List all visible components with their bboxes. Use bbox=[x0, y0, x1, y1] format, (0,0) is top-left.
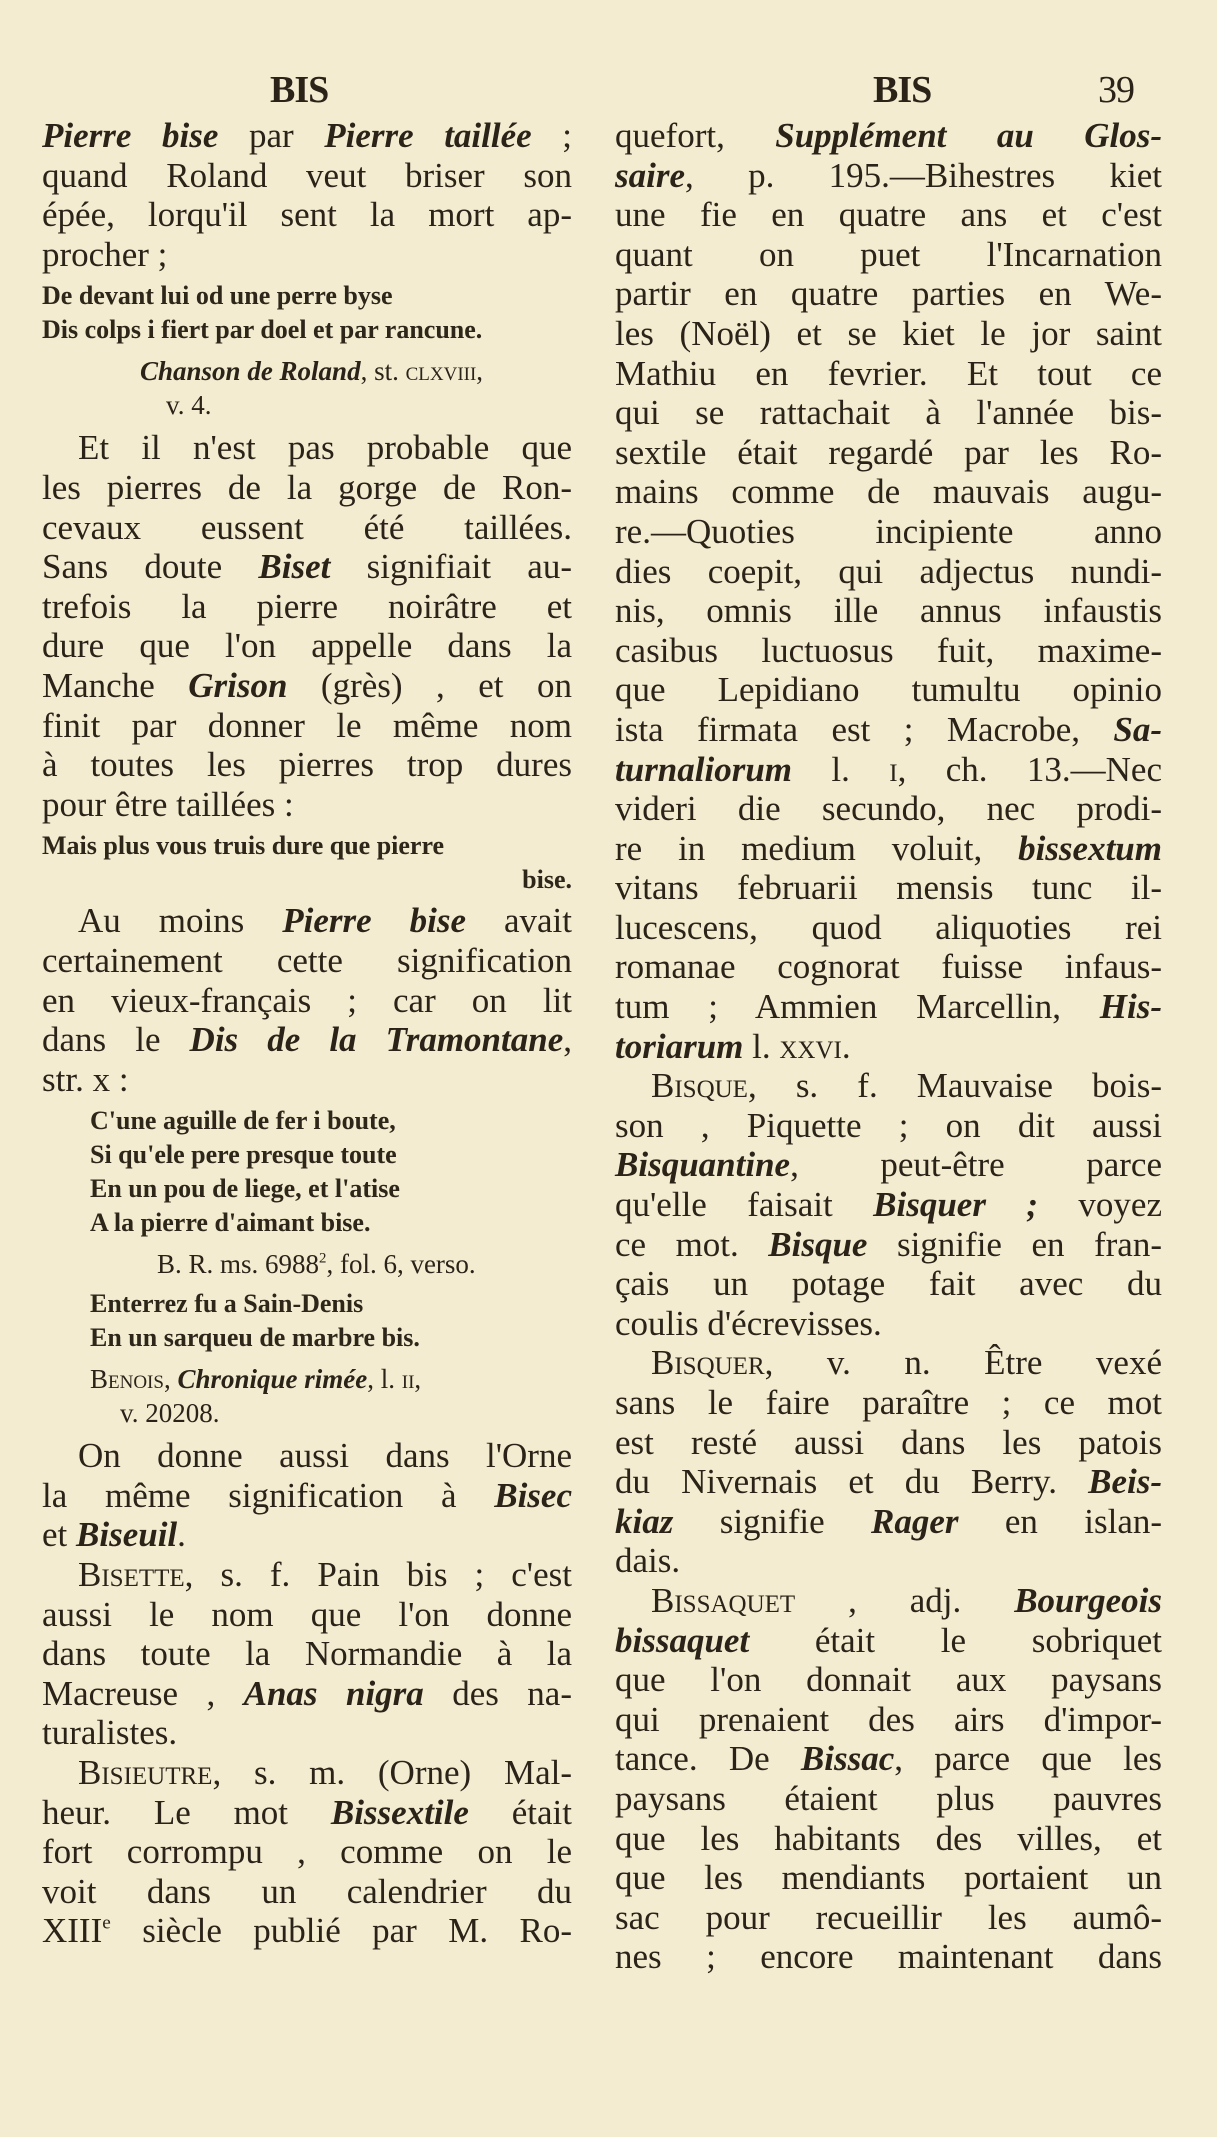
italic-term: kiaz bbox=[615, 1501, 674, 1541]
text-line bbox=[615, 1779, 1162, 1819]
superscript: e bbox=[102, 1912, 111, 1934]
text-run: Si qu'ele pere presque toute bbox=[90, 1140, 397, 1170]
text-run: son , Piquette ; on dit aussi bbox=[615, 1105, 1162, 1145]
text-run: dans toute la Normandie à la bbox=[42, 1634, 572, 1674]
text-line bbox=[42, 1832, 572, 1872]
text-line bbox=[42, 195, 572, 235]
text-line bbox=[615, 1185, 1162, 1225]
text-run: coulis d'écrevisses. bbox=[615, 1303, 882, 1343]
running-head-right: BIS bbox=[873, 69, 932, 111]
text-run: re in medium voluit, bbox=[615, 828, 1019, 868]
text-line bbox=[615, 472, 1162, 512]
text-line bbox=[42, 706, 572, 746]
text-run: En un sarqueu de marbre bis. bbox=[90, 1323, 420, 1353]
text-line bbox=[615, 314, 1162, 354]
text-run: Enterrez fu a Sain-Denis bbox=[90, 1289, 364, 1319]
small-caps-term: Bisette bbox=[78, 1555, 185, 1595]
small-caps-term: i bbox=[889, 749, 898, 789]
text-line bbox=[42, 1321, 572, 1355]
text-run: sextile était regardé par les Ro- bbox=[615, 432, 1162, 472]
verse-quotation bbox=[42, 1287, 572, 1355]
text-line bbox=[42, 1911, 572, 1951]
running-head-left: BIS bbox=[270, 69, 329, 111]
text-line bbox=[615, 116, 1162, 156]
text-line bbox=[615, 1343, 1162, 1383]
text-run: procher ; bbox=[42, 234, 168, 274]
text-run: quefort, bbox=[615, 116, 776, 155]
text-run: bise. bbox=[522, 865, 572, 895]
italic-term: toriarum bbox=[615, 1026, 744, 1066]
text-line bbox=[615, 591, 1162, 631]
text-run: lucescens, quod aliquoties rei bbox=[615, 907, 1162, 947]
text-run: Manche bbox=[42, 665, 189, 705]
text-run: et bbox=[42, 1515, 77, 1555]
body-text bbox=[42, 428, 572, 824]
text-run: , l. bbox=[367, 1364, 402, 1395]
text-line bbox=[42, 1172, 572, 1206]
text-run: était bbox=[468, 1792, 572, 1832]
text-line bbox=[615, 1700, 1162, 1740]
small-caps-term: Bisieutre bbox=[78, 1753, 213, 1793]
italic-term: Bourgeois bbox=[1014, 1580, 1162, 1620]
text-line bbox=[42, 666, 572, 706]
italic-term: Sa- bbox=[1113, 709, 1162, 749]
text-line bbox=[615, 1937, 1162, 1977]
text-run: C'une aguille de fer i boute, bbox=[90, 1106, 396, 1136]
text-line bbox=[42, 1595, 572, 1635]
citation bbox=[42, 354, 572, 422]
text-run: fort corrompu , comme on le bbox=[42, 1832, 572, 1872]
text-run: les (Noël) et se kiet le jor saint bbox=[615, 313, 1162, 353]
text-line bbox=[42, 388, 572, 422]
text-run: dans le bbox=[42, 1020, 190, 1060]
text-line bbox=[615, 1819, 1162, 1859]
text-run: Dis colps i fiert par doel et par rancune. bbox=[42, 315, 483, 345]
text-line bbox=[42, 547, 572, 587]
text-run: était le sobriquet bbox=[749, 1620, 1162, 1660]
text-run: l. bbox=[743, 1026, 780, 1066]
text-run: vitans februarii mensis tunc il- bbox=[615, 868, 1162, 908]
text-line bbox=[42, 1476, 572, 1516]
text-run: sac pour recueillir les aumô- bbox=[615, 1897, 1162, 1937]
text-line bbox=[615, 1739, 1162, 1779]
text-run: qui se rattachait à l'année bis- bbox=[615, 393, 1162, 433]
text-line bbox=[42, 1753, 572, 1793]
text-line bbox=[615, 1225, 1162, 1265]
italic-term: bissaquet bbox=[615, 1620, 750, 1660]
text-line bbox=[42, 1362, 572, 1396]
italic-term: Bisquantine bbox=[615, 1145, 791, 1185]
text-run: str. x : bbox=[42, 1059, 129, 1099]
text-run: que les habitants des villes, et bbox=[615, 1818, 1162, 1858]
text-line bbox=[42, 1206, 572, 1240]
text-run: turalistes. bbox=[42, 1713, 178, 1753]
text-run: voit dans un calendrier du bbox=[42, 1871, 572, 1911]
text-line bbox=[42, 1872, 572, 1912]
italic-term: Bissac bbox=[800, 1739, 895, 1779]
text-run: mains comme de mauvais augu- bbox=[615, 472, 1162, 512]
text-run: que les mendiants portaient un bbox=[615, 1858, 1162, 1898]
text-line bbox=[615, 1581, 1162, 1621]
verse-quotation bbox=[42, 1104, 572, 1240]
italic-term: Beis- bbox=[1088, 1462, 1162, 1502]
text-run: , p. 195.—Bihestres kiet bbox=[685, 155, 1162, 195]
text-line bbox=[42, 1138, 572, 1172]
text-run: (grès) , et on bbox=[287, 665, 572, 705]
text-line bbox=[615, 1106, 1162, 1146]
text-run: la même signification à bbox=[42, 1475, 495, 1515]
text-run: dure que l'on appelle dans la bbox=[42, 626, 572, 666]
text-run: . bbox=[177, 1515, 186, 1555]
text-line bbox=[42, 1247, 572, 1281]
text-run: , st. bbox=[360, 356, 406, 387]
text-line bbox=[615, 868, 1162, 908]
text-run: une fie en quatre ans et c'est bbox=[615, 195, 1162, 235]
text-run: v. 4. bbox=[166, 390, 212, 421]
text-line bbox=[42, 785, 572, 825]
italic-term: Chanson de Roland bbox=[140, 356, 361, 387]
text-run: à toutes les pierres trop dures bbox=[42, 745, 572, 785]
text-line bbox=[42, 1515, 572, 1555]
italic-term: Bisec bbox=[494, 1475, 572, 1515]
text-run: , adj. bbox=[795, 1580, 1015, 1620]
text-run: A la pierre d'aimant bise. bbox=[90, 1208, 371, 1238]
text-run: En un pou de liege, et l'atise bbox=[90, 1174, 400, 1204]
text-line bbox=[42, 354, 572, 388]
text-line bbox=[42, 1634, 572, 1674]
text-run: , s. f. Mauvaise bois- bbox=[747, 1066, 1162, 1106]
body-text bbox=[42, 1436, 572, 1951]
text-line bbox=[42, 428, 572, 468]
text-run: certainement cette signification bbox=[42, 940, 572, 980]
text-line bbox=[42, 1793, 572, 1833]
text-line bbox=[615, 1304, 1162, 1344]
text-run: , bbox=[414, 1364, 422, 1395]
text-line bbox=[615, 1066, 1162, 1106]
text-run: est resté aussi dans les patois bbox=[615, 1422, 1162, 1462]
text-line bbox=[615, 631, 1162, 671]
citation bbox=[42, 1247, 572, 1281]
text-line bbox=[42, 116, 572, 156]
text-line bbox=[615, 433, 1162, 473]
text-line bbox=[42, 1287, 572, 1321]
text-run: nis, omnis ille annus infaustis bbox=[615, 591, 1162, 631]
italic-term: Chronique rimée bbox=[177, 1364, 368, 1395]
text-column-right bbox=[615, 116, 1162, 1977]
text-run: quant on puet l'Incarnation bbox=[615, 234, 1162, 274]
text-run: Au moins bbox=[78, 901, 283, 941]
text-run: dais. bbox=[615, 1541, 681, 1581]
text-line bbox=[615, 354, 1162, 394]
text-run: tance. De bbox=[615, 1739, 801, 1779]
text-run: paysans étaient plus pauvres bbox=[615, 1778, 1162, 1818]
italic-term: saire bbox=[615, 155, 685, 195]
text-run: On donne aussi dans l'Orne bbox=[78, 1436, 572, 1476]
text-run: dies coepit, qui adjectus nundi- bbox=[615, 551, 1162, 591]
text-run: . bbox=[841, 1026, 851, 1066]
italic-term: Pierre bise bbox=[42, 116, 219, 155]
text-run: heur. Le mot bbox=[42, 1792, 331, 1832]
text-run: en islan- bbox=[958, 1501, 1163, 1541]
text-run: qui prenaient des airs d'impor- bbox=[615, 1699, 1162, 1739]
text-run: l. bbox=[792, 749, 890, 789]
text-run: les pierres de la gorge de Ron- bbox=[42, 467, 572, 507]
text-run: re.—Quoties incipiente anno bbox=[615, 511, 1162, 551]
text-run: çais un potage fait avec du bbox=[615, 1264, 1162, 1304]
text-line bbox=[615, 235, 1162, 275]
small-caps-term: Bisque bbox=[651, 1066, 748, 1106]
text-run: Mathiu en fevrier. Et tout ce bbox=[615, 353, 1162, 393]
text-line bbox=[615, 156, 1162, 196]
text-line bbox=[615, 1660, 1162, 1700]
text-run: , fol. 6, verso. bbox=[326, 1249, 476, 1280]
text-run: quand Roland veut briser son bbox=[42, 155, 572, 195]
text-line bbox=[615, 1858, 1162, 1898]
text-line bbox=[615, 1145, 1162, 1185]
text-run: que Lepidiano tumultu opinio bbox=[615, 670, 1162, 710]
italic-term: bissextum bbox=[1018, 828, 1162, 868]
small-caps-term: xxvi bbox=[779, 1026, 842, 1066]
text-run: finit par donner le même nom bbox=[42, 705, 572, 745]
text-line bbox=[615, 1621, 1162, 1661]
text-run: Sans doute bbox=[42, 547, 259, 587]
italic-term: His- bbox=[1099, 987, 1162, 1027]
text-run: , peut-être parce bbox=[790, 1145, 1162, 1185]
small-caps-term: Bissaquet bbox=[651, 1580, 796, 1620]
text-line bbox=[42, 468, 572, 508]
text-run: v. 20208. bbox=[120, 1398, 220, 1429]
text-run: trefois la pierre noirâtre et bbox=[42, 586, 572, 626]
text-run: ista firmata est ; Macrobe, bbox=[615, 709, 1114, 749]
text-run: signifie bbox=[673, 1501, 872, 1541]
text-run: du Nivernais et du Berry. bbox=[615, 1462, 1089, 1502]
text-line bbox=[615, 829, 1162, 869]
text-line bbox=[42, 1555, 572, 1595]
text-line bbox=[42, 587, 572, 627]
text-run: pour être taillées : bbox=[42, 784, 294, 824]
text-line bbox=[615, 195, 1162, 235]
superscript: 2 bbox=[319, 1250, 327, 1267]
text-run: qu'elle faisait bbox=[615, 1185, 874, 1225]
text-run: De devant lui od une perre byse bbox=[42, 281, 393, 311]
text-line bbox=[42, 981, 572, 1021]
text-run: voyez bbox=[1038, 1185, 1163, 1225]
text-run: , bbox=[163, 1364, 178, 1395]
page-number: 39 bbox=[1098, 69, 1134, 111]
body-text bbox=[615, 116, 1162, 1977]
text-run: aussi le nom que l'on donne bbox=[42, 1594, 572, 1634]
text-line bbox=[615, 393, 1162, 433]
text-line bbox=[42, 1674, 572, 1714]
text-run: , v. n. Être vexé bbox=[764, 1343, 1162, 1383]
text-run: ; bbox=[531, 116, 572, 155]
text-line bbox=[42, 235, 572, 275]
text-run: par bbox=[218, 116, 325, 155]
text-run: cevaux eussent été taillées. bbox=[42, 507, 572, 547]
text-line bbox=[615, 908, 1162, 948]
text-run: , bbox=[563, 1020, 572, 1060]
italic-term: Pierre bise bbox=[282, 901, 467, 941]
text-line bbox=[42, 1060, 572, 1100]
text-line bbox=[42, 941, 572, 981]
text-line bbox=[42, 156, 572, 196]
text-run: , ch. 13.—Nec bbox=[897, 749, 1162, 789]
text-line bbox=[615, 710, 1162, 750]
small-caps-term: clxviii bbox=[405, 356, 477, 387]
text-line bbox=[42, 901, 572, 941]
text-line bbox=[615, 947, 1162, 987]
text-line bbox=[615, 1264, 1162, 1304]
text-run: que l'on donnait aux paysans bbox=[615, 1660, 1162, 1700]
italic-term: Bissextile bbox=[330, 1792, 469, 1832]
text-run: signifiait au- bbox=[330, 547, 572, 587]
small-caps-term: ii bbox=[401, 1364, 415, 1395]
italic-term: Supplément au Glos- bbox=[775, 116, 1162, 155]
text-line bbox=[42, 626, 572, 666]
text-line bbox=[615, 789, 1162, 829]
text-line bbox=[42, 1104, 572, 1138]
text-line bbox=[615, 750, 1162, 790]
text-run: , bbox=[476, 356, 484, 387]
text-line bbox=[42, 863, 572, 897]
text-line bbox=[42, 829, 572, 863]
text-line bbox=[615, 987, 1162, 1027]
text-line bbox=[42, 279, 572, 313]
text-run: siècle publié par M. Ro- bbox=[110, 1911, 572, 1951]
verse-quotation bbox=[42, 279, 572, 347]
text-line bbox=[42, 508, 572, 548]
italic-term: Rager bbox=[871, 1501, 959, 1541]
text-line bbox=[615, 1541, 1162, 1581]
italic-term: Grison bbox=[188, 665, 288, 705]
text-run: en vieux-français ; car on lit bbox=[42, 980, 572, 1020]
text-run: Et il n'est pas probable que bbox=[78, 428, 572, 468]
text-run: casibus luctuosus fuit, maxime- bbox=[615, 630, 1162, 670]
text-line bbox=[615, 512, 1162, 552]
body-text bbox=[42, 116, 572, 274]
italic-term: Biseuil bbox=[76, 1515, 178, 1555]
text-run: XIII bbox=[42, 1911, 103, 1951]
italic-term: Bisquer ; bbox=[873, 1185, 1039, 1225]
text-run: romanae cognorat fuisse infaus- bbox=[615, 947, 1162, 987]
text-line bbox=[42, 1436, 572, 1476]
body-text bbox=[42, 901, 572, 1099]
text-run: , s. m. (Orne) Mal- bbox=[212, 1753, 572, 1793]
text-line bbox=[615, 1898, 1162, 1938]
text-run: avait bbox=[466, 901, 572, 941]
text-line bbox=[615, 552, 1162, 592]
small-caps-term: Bisquer bbox=[651, 1343, 765, 1383]
text-line bbox=[615, 274, 1162, 314]
small-caps-term: Benois bbox=[90, 1364, 164, 1395]
text-line bbox=[615, 1027, 1162, 1067]
text-run: B. R. ms. 6988 bbox=[157, 1249, 320, 1280]
text-run: des na- bbox=[423, 1673, 572, 1713]
text-line bbox=[42, 313, 572, 347]
text-run: Macreuse , bbox=[42, 1673, 244, 1713]
text-run: partir en quatre parties en We- bbox=[615, 274, 1162, 314]
text-run: videri die secundo, nec prodi- bbox=[615, 789, 1162, 829]
text-run: , parce que les bbox=[894, 1739, 1162, 1779]
italic-term: Pierre taillée bbox=[324, 116, 532, 155]
text-line bbox=[42, 745, 572, 785]
italic-term: Biset bbox=[258, 547, 331, 587]
text-run: nes ; encore maintenant dans bbox=[615, 1937, 1162, 1977]
text-column-left bbox=[42, 116, 572, 1951]
verse-quotation bbox=[42, 829, 572, 897]
text-run: épée, lorqu'il sent la mort ap- bbox=[42, 195, 572, 235]
text-line bbox=[615, 1383, 1162, 1423]
text-line bbox=[615, 1423, 1162, 1463]
citation bbox=[42, 1362, 572, 1430]
text-line bbox=[42, 1396, 572, 1430]
text-line bbox=[42, 1713, 572, 1753]
text-line bbox=[615, 1462, 1162, 1502]
text-run: ce mot. bbox=[615, 1224, 769, 1264]
text-run: , s. f. Pain bis ; c'est bbox=[184, 1555, 572, 1595]
text-run: tum ; Ammien Marcellin, bbox=[615, 987, 1100, 1027]
italic-term: Dis de la Tramontane bbox=[189, 1020, 564, 1060]
text-line bbox=[615, 670, 1162, 710]
italic-term: Bisque bbox=[768, 1224, 868, 1264]
text-run: signifie en fran- bbox=[867, 1224, 1162, 1264]
italic-term: turnaliorum bbox=[615, 749, 793, 789]
text-run: Mais plus vous truis dure que pierre bbox=[42, 831, 445, 861]
text-run: sans le faire paraître ; ce mot bbox=[615, 1383, 1162, 1422]
text-line bbox=[42, 1020, 572, 1060]
italic-term: Anas nigra bbox=[243, 1673, 424, 1713]
text-line bbox=[615, 1502, 1162, 1542]
